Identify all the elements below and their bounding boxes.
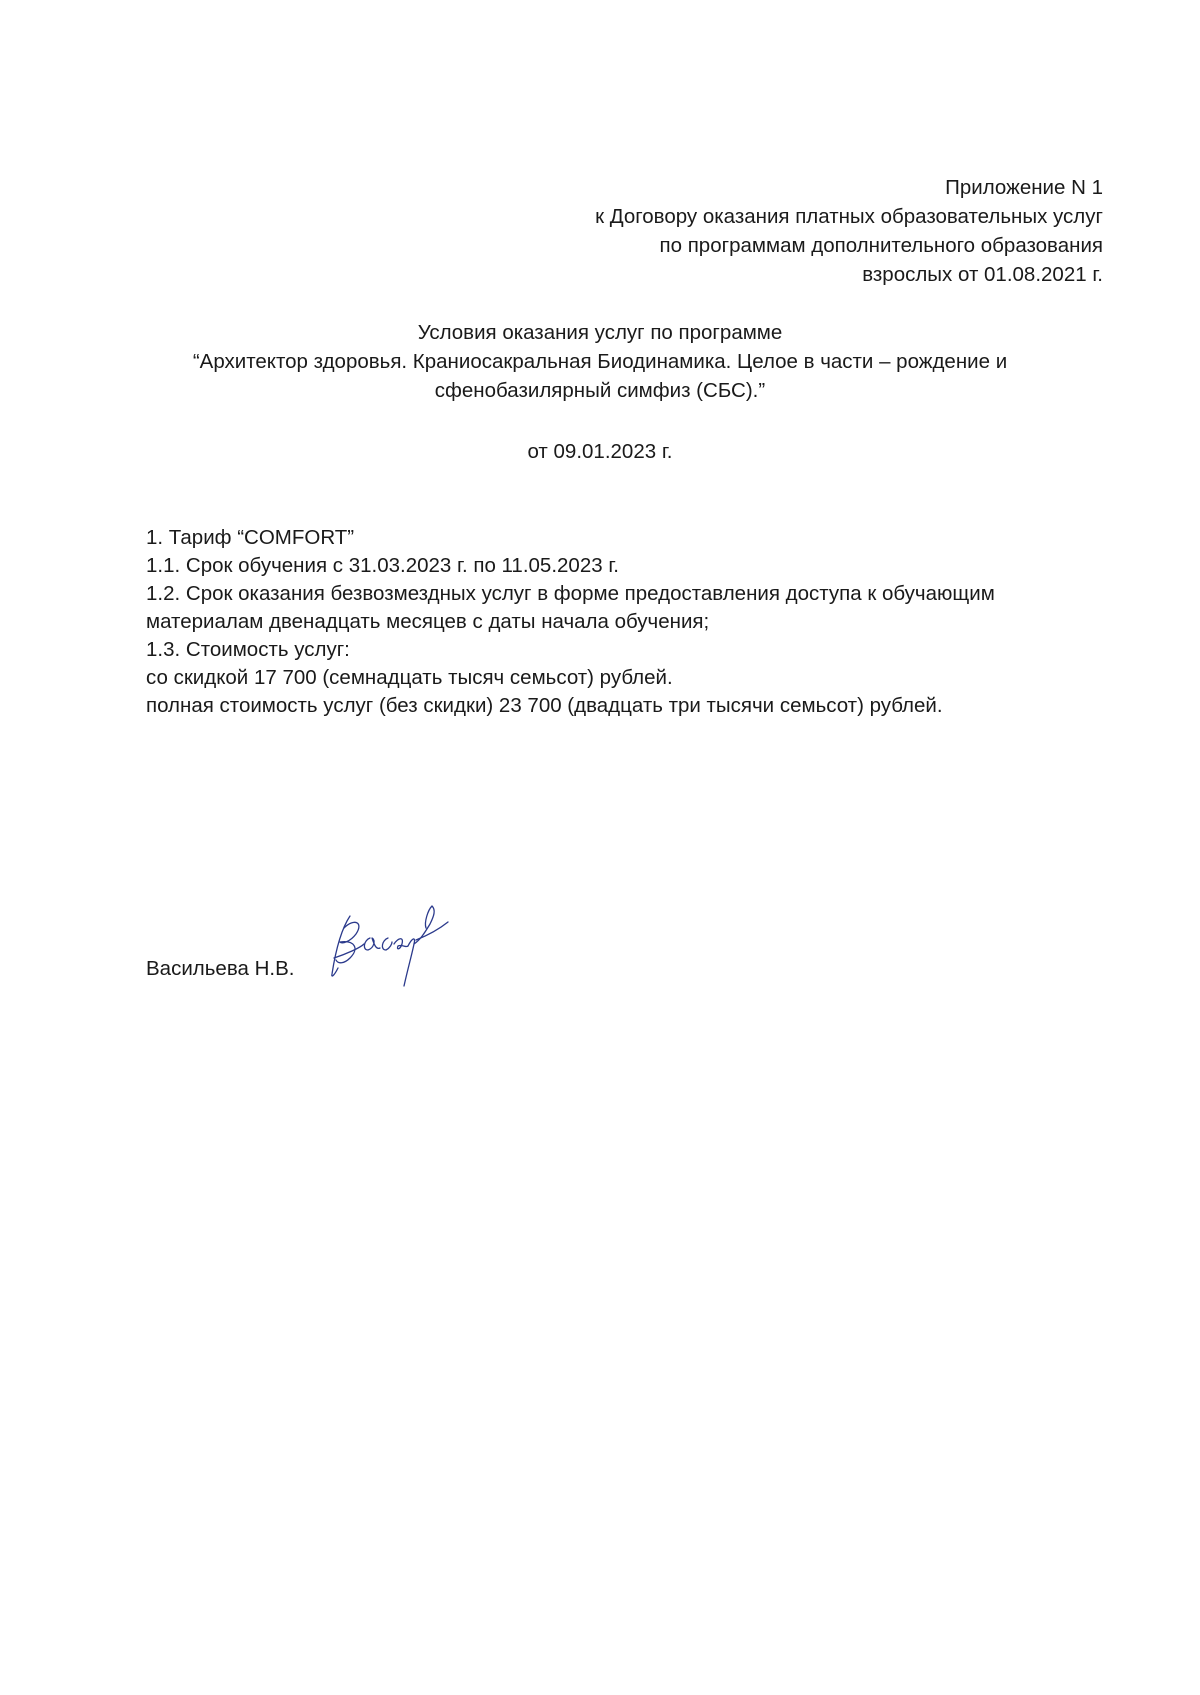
annex-program-ref: по программам дополнительного образования (659, 234, 1103, 257)
title-line-2: “Архитектор здоровья. Краниосакральная Биодинамика. Целое в части – рождение и (192, 350, 1008, 373)
signatory-name: Васильева Н.В. (146, 957, 295, 980)
annex-contract-ref: к Договору оказания платных образовательных услуг (595, 205, 1103, 228)
term-free-access: 1.2. Срок оказания безвозмездных услуг в форме предоставления доступа к обучающим (146, 582, 995, 605)
term-full-price: полная стоимость услуг (без скидки) 23 700 (двадцать три тысячи семьсот) рублей. (146, 694, 943, 717)
document-date: от 09.01.2023 г. (527, 440, 673, 463)
term-study-period: 1.1. Срок обучения с 31.03.2023 г. по 11.05.2023 г. (146, 554, 620, 577)
document-title (100, 318, 1100, 405)
annex-header (403, 173, 1103, 289)
handwritten-signature (320, 888, 450, 988)
annex-number: Приложение N 1 (945, 176, 1103, 199)
title-line-3: сфенобазилярный симфиз (СБС).” (434, 379, 766, 402)
title-line-1: Условия оказания услуг по программе (417, 321, 783, 344)
term-free-access-cont: материалам двенадцать месяцев с даты начала обучения; (146, 610, 710, 633)
term-cost-heading: 1.3. Стоимость услуг: (146, 638, 350, 661)
terms-list (146, 524, 1106, 720)
term-discount-price: со скидкой 17 700 (семнадцать тысяч семьсот) рублей. (146, 666, 673, 689)
term-tariff: 1. Тариф “COMFORT” (146, 526, 355, 549)
annex-contract-date: взрослых от 01.08.2021 г. (862, 263, 1103, 286)
